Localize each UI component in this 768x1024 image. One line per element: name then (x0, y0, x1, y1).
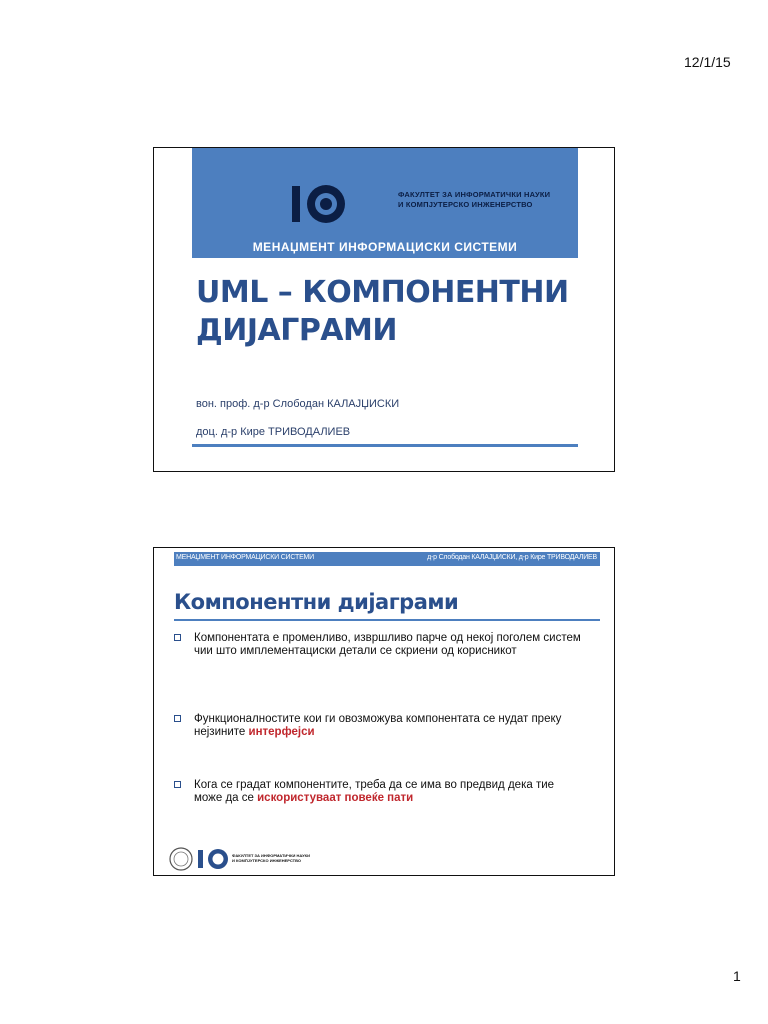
slide-2 (153, 547, 615, 876)
list-item: Компонентата е променливо, извршливо парче од некој поголем систем чии што имплементациски детали се скриени од корисникот (174, 632, 584, 658)
checkbox-bullet-icon (174, 634, 181, 641)
author-1: вон. проф. д-р Слободан КАЛАЈЏИСКИ (196, 398, 400, 410)
course-title: МЕНАЏМЕНТ ИНФОРМАЦИСКИ СИСТЕМИ (252, 240, 518, 254)
author-2: доц. д-р Кире ТРИВОДАЛИЕВ (196, 426, 351, 438)
divider (192, 444, 578, 447)
header-course: МЕНАЏМЕНТ ИНФОРМАЦИСКИ СИСТЕМИ (176, 554, 315, 561)
checkbox-bullet-icon (174, 715, 181, 722)
slide-1 (153, 147, 615, 472)
slide-2-title: Компонентни дијаграми (174, 590, 459, 614)
io-logo-icon (288, 182, 352, 226)
list-item: Кога се градат компонентите, треба да се има во предвид дека тие може да се искористуваат повеќе пати (174, 779, 584, 805)
page-date: 12/1/15 (684, 54, 731, 70)
faculty-name: ФАКУЛТЕТ ЗА ИНФОРМАТИЧКИ НАУКИ И КОМПЈУТЕРСКО ИНЖЕНЕРСТВО (398, 190, 551, 209)
slide-header-bar (174, 552, 600, 566)
footer-faculty-name: ФАКУЛТЕТ ЗА ИНФОРМАТИЧКИ НАУКИ И КОМПЈУТЕРСКО ИНЖЕНЕРСТВО (232, 853, 310, 863)
title-banner (192, 148, 578, 258)
divider (174, 619, 600, 621)
checkbox-bullet-icon (174, 781, 181, 788)
page-number: 1 (733, 968, 741, 984)
header-authors: д-р Слободан КАЛАЈЏИСКИ, д-р Кире ТРИВОДАЛИЕВ (427, 554, 597, 561)
slide-1-title: UML – КОМПОНЕНТНИ ДИЈАГРАМИ (196, 275, 569, 348)
list-item: Функционалностите кои ги овозможува компонентата се нудат преку нејзините интерфејси (174, 713, 584, 739)
